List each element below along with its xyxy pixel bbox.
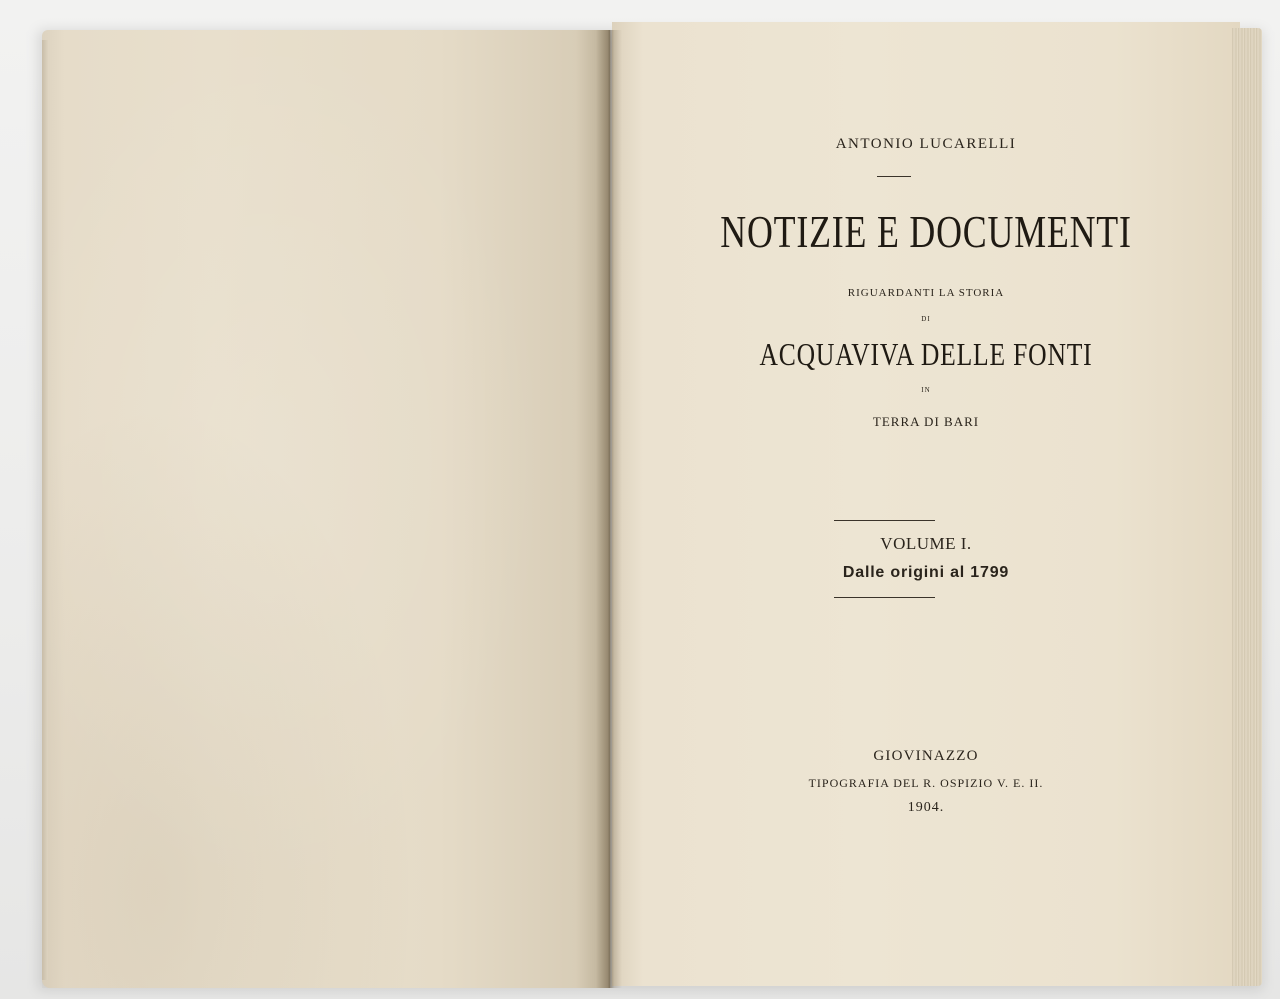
- left-page-edge: [42, 40, 48, 980]
- imprint-city: GIOVINAZZO: [873, 748, 979, 764]
- author-name: ANTONIO LUCARELLI: [835, 136, 1017, 152]
- title-page: [612, 22, 1240, 986]
- book-subtitle: RIGUARDANTI LA STORIA: [847, 287, 1005, 299]
- author-rule: [877, 176, 911, 177]
- book-gutter: [596, 30, 622, 988]
- region-name: TERRA DI BARI: [872, 414, 980, 429]
- connector-in: IN: [921, 386, 931, 394]
- volume-label: VOLUME I.: [880, 534, 972, 553]
- place-name: ACQUAVIVA DELLE FONTI: [759, 336, 1093, 372]
- volume-subtitle: Dalle origini al 1799: [842, 564, 1010, 581]
- left-blank-page: [42, 30, 610, 988]
- connector-di: DI: [921, 315, 931, 323]
- imprint-year: 1904.: [907, 800, 945, 815]
- volume-rule-top: [834, 520, 935, 521]
- book-title: NOTIZIE E DOCUMENTI: [720, 206, 1132, 257]
- page-stack-edge: [1232, 28, 1262, 986]
- volume-rule-bottom: [834, 597, 935, 598]
- imprint-printer: TIPOGRAFIA DEL R. OSPIZIO V. E. II.: [808, 776, 1044, 790]
